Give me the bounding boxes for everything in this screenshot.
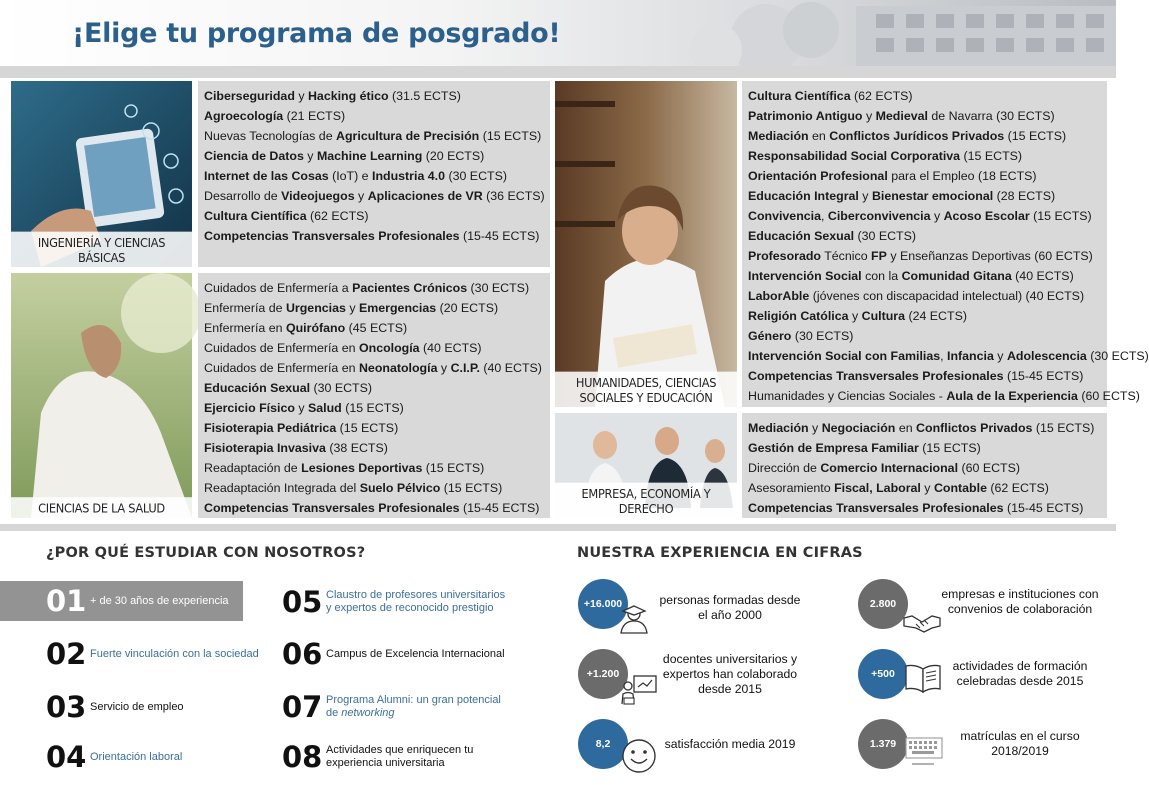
program-keyword: Infancia — [947, 349, 994, 363]
humanities-program-list — [742, 81, 1149, 407]
figure-text-line: desde 2015 — [698, 682, 762, 696]
program-item — [204, 398, 544, 418]
program-item — [748, 306, 1101, 326]
program-keyword: Orientación Profesional — [748, 169, 888, 183]
program-item — [204, 106, 544, 126]
program-keyword: Patrimonio Antiguo — [748, 109, 863, 123]
program-text: y — [808, 421, 822, 435]
program-keyword: Fisioterapia Invasiva — [204, 441, 326, 455]
program-keyword: Oncología — [358, 341, 420, 355]
program-text: (62 ECTS) — [306, 209, 369, 223]
program-text: (15-45 ECTS) — [459, 229, 540, 243]
program-text: y — [862, 109, 876, 123]
program-keyword: Fisioterapia Pediátrica — [204, 421, 337, 435]
figure-value: 2.800 — [858, 579, 908, 629]
reason-item — [282, 634, 505, 674]
program-keyword: Cultura — [861, 309, 905, 323]
reason-text — [326, 694, 501, 720]
program-keyword: Lesiones Deportivas — [301, 461, 423, 475]
why-section-title: ¿POR QUÉ ESTUDIAR CON NOSOTROS? — [46, 545, 366, 561]
caption-line: SOCIALES Y EDUCACIÓN — [579, 390, 713, 406]
program-item — [748, 206, 1101, 226]
program-keyword: Profesorado — [748, 249, 821, 263]
program-text: en — [808, 129, 830, 143]
program-text: (15 ECTS) — [341, 401, 404, 415]
engineering-image — [11, 81, 192, 267]
program-text: (15-45 ECTS) — [1003, 501, 1084, 515]
program-item — [748, 418, 1101, 438]
reason-item — [0, 581, 243, 621]
program-keyword: Medieval — [875, 109, 928, 123]
program-keyword: Educación Sexual — [748, 229, 855, 243]
program-text: Enfermería en — [204, 321, 286, 335]
program-keyword: Educación Sexual — [204, 381, 311, 395]
reason-text — [326, 744, 473, 770]
program-keyword: Agroecología — [204, 109, 284, 123]
program-text: y Enseñanzas Deportivas (60 ECTS) — [886, 249, 1093, 263]
reason-text-emphasis: networking — [341, 707, 395, 719]
program-item — [748, 146, 1101, 166]
program-text: (28 ECTS) — [993, 189, 1056, 203]
program-keyword: Suelo Pélvico — [359, 481, 441, 495]
reason-text: + de 30 años de experiencia — [90, 594, 229, 607]
program-keyword: Intervención Social con Familias — [748, 349, 941, 363]
figure-description — [935, 729, 1105, 759]
program-keyword: Competencias Transversales Profesionales — [204, 501, 460, 515]
program-text: (45 ECTS) — [345, 321, 408, 335]
program-text: y — [354, 189, 368, 203]
program-text: (30 ECTS) — [1086, 349, 1149, 363]
program-text: Nuevas Tecnologías de — [204, 129, 337, 143]
program-keyword: Comunidad Gitana — [901, 269, 1012, 283]
divider — [0, 66, 1116, 78]
program-item — [748, 386, 1140, 406]
program-item — [748, 366, 1101, 386]
health-program-list — [198, 273, 550, 518]
program-item — [748, 266, 1101, 286]
health-image — [11, 273, 192, 518]
program-keyword: Bienestar emocional — [871, 189, 994, 203]
program-item — [204, 438, 544, 458]
figures-section-title: NUESTRA EXPERIENCIA EN CIFRAS — [577, 545, 863, 561]
program-item — [204, 298, 544, 318]
reason-item — [282, 582, 505, 622]
program-keyword: Competencias Transversales Profesionales — [748, 369, 1004, 383]
figure-value: 1.379 — [858, 719, 908, 769]
program-keyword: Acoso Escolar — [943, 209, 1030, 223]
figure-value: +500 — [858, 649, 908, 699]
program-text: (30 ECTS) — [467, 281, 530, 295]
area-caption: INGENIERÍA Y CIENCIAS BÁSICAS — [11, 232, 192, 269]
graduate-icon — [617, 604, 651, 634]
program-text: (15 ECTS) — [960, 149, 1023, 163]
program-keyword: Intervención Social — [748, 269, 862, 283]
program-item — [748, 86, 1101, 106]
program-keyword: Fiscal, Laboral — [834, 481, 921, 495]
program-keyword: Negociación — [821, 421, 896, 435]
program-keyword: LaborAble — [748, 289, 810, 303]
program-text: (15 ECTS) — [1029, 209, 1092, 223]
program-item — [748, 286, 1101, 306]
figure-text-line: celebradas desde 2015 — [956, 674, 1084, 688]
program-text: Cuidados de Enfermería en — [204, 341, 359, 355]
reason-item — [46, 634, 259, 674]
program-text: y — [858, 189, 872, 203]
program-item — [204, 358, 544, 378]
program-item — [748, 498, 1101, 518]
reason-text: Servicio de empleo — [90, 700, 184, 713]
program-keyword: Neonatología — [358, 361, 438, 375]
program-text: (24 ECTS) — [905, 309, 967, 323]
figure-text-line: expertos han colaborado — [662, 667, 798, 681]
program-text: con la — [861, 269, 902, 283]
program-text: de Navarra (30 ECTS) — [927, 109, 1055, 123]
program-text: Enfermería de — [204, 301, 286, 315]
reason-number: 01 — [46, 584, 87, 618]
reason-text-line: Actividades que enriquecen tu — [326, 744, 474, 756]
caption-line: HUMANIDADES, CIENCIAS — [575, 374, 717, 390]
figure-text-line: 2018/2019 — [991, 744, 1049, 758]
program-text: (30 ECTS) — [445, 169, 507, 183]
program-text: , — [821, 209, 828, 223]
reason-text-line: y expertos de reconocido prestigio — [326, 602, 494, 614]
program-text: (IoT) e — [328, 169, 373, 183]
program-item — [204, 146, 544, 166]
program-item — [748, 126, 1101, 146]
program-keyword: Convivencia — [748, 209, 821, 223]
program-keyword: Industria 4.0 — [372, 169, 446, 183]
figure-description — [650, 593, 810, 623]
program-text: Readaptación Integrada del — [204, 481, 360, 495]
area-caption — [555, 372, 737, 409]
program-text: y — [993, 349, 1007, 363]
area-caption: EMPRESA, ECONOMÍA Y DERECHO — [555, 483, 737, 520]
divider — [0, 524, 1116, 531]
business-program-list — [742, 413, 1107, 518]
reason-text — [326, 589, 505, 615]
program-item — [204, 338, 544, 358]
program-text: (62 ECTS) — [986, 481, 1049, 495]
program-text: (40 ECTS) — [419, 341, 482, 355]
program-text: para el Empleo (18 ECTS) — [887, 169, 1037, 183]
program-text: (30 ECTS) — [310, 381, 373, 395]
building-background-image — [596, 0, 1116, 66]
program-keyword: Videojuegos — [281, 189, 355, 203]
program-item — [748, 166, 1101, 186]
program-text: (40 ECTS) — [479, 361, 542, 375]
program-text: Cuidados de Enfermería a — [204, 281, 353, 295]
program-keyword: Ciencia de Datos — [204, 149, 304, 163]
reason-text-line: de — [326, 707, 342, 719]
program-keyword: Contable — [933, 481, 987, 495]
reason-item — [46, 737, 182, 777]
program-text: Desarrollo de — [204, 189, 282, 203]
program-text: (38 ECTS) — [325, 441, 388, 455]
program-text: y — [345, 301, 359, 315]
program-keyword: Competencias Transversales Profesionales — [204, 229, 460, 243]
program-item — [204, 458, 544, 478]
program-keyword: Responsabilidad Social Corporativa — [748, 149, 961, 163]
program-item — [204, 186, 544, 206]
program-text: y — [930, 209, 944, 223]
reason-item — [46, 687, 184, 727]
area-caption: CIENCIAS DE LA SALUD — [11, 497, 192, 519]
program-text: (15 ECTS) — [918, 441, 981, 455]
reason-number: 07 — [282, 690, 323, 724]
program-text: Humanidades y Ciencias Sociales - — [748, 389, 947, 403]
program-text: (15 ECTS) — [479, 129, 542, 143]
program-text: (40 ECTS) — [1011, 269, 1074, 283]
program-keyword: Comercio Internacional — [820, 461, 959, 475]
figure-text-line: convenios de colaboración — [947, 602, 1093, 616]
program-keyword: Ciberconvivencia — [827, 209, 931, 223]
figure-text-line: actividades de formación — [952, 659, 1088, 673]
program-text: (15 ECTS) — [336, 421, 399, 435]
figure-description — [935, 659, 1105, 689]
program-text: (60 ECTS) — [958, 461, 1020, 475]
program-keyword: Urgencias — [285, 301, 346, 315]
program-item — [204, 86, 544, 106]
program-keyword: Internet de las Cosas — [204, 169, 329, 183]
program-text: (15-45 ECTS) — [1003, 369, 1084, 383]
program-text: (36 ECTS) — [482, 189, 545, 203]
program-item — [204, 166, 544, 186]
program-text: Técnico — [820, 249, 872, 263]
program-text: , — [940, 349, 948, 363]
program-item — [748, 186, 1101, 206]
program-keyword: FP — [871, 249, 887, 263]
figure-description — [650, 737, 810, 752]
program-text: Readaptación de — [204, 461, 302, 475]
program-text: (60 ECTS) — [1077, 389, 1140, 403]
reason-text-line: experiencia universitaria — [326, 757, 445, 769]
humanities-image — [555, 81, 737, 407]
program-item — [204, 378, 544, 398]
program-item — [204, 478, 544, 498]
program-text: y — [294, 401, 308, 415]
program-keyword: Conflictos Privados — [916, 421, 1033, 435]
program-text: (20 ECTS) — [422, 149, 485, 163]
program-item — [204, 318, 544, 338]
program-text: (62 ECTS) — [850, 89, 913, 103]
program-text: y — [303, 149, 317, 163]
program-keyword: Cultura Científica — [748, 89, 851, 103]
program-item — [204, 498, 544, 518]
program-text: (15 ECTS) — [1032, 421, 1095, 435]
program-item — [204, 206, 544, 226]
program-keyword: Aplicaciones de VR — [367, 189, 483, 203]
program-text: (20 ECTS) — [436, 301, 499, 315]
reason-item — [282, 737, 473, 777]
reason-text: Campus de Excelencia Internacional — [326, 647, 505, 660]
program-keyword: Emergencias — [358, 301, 437, 315]
program-item — [204, 278, 544, 298]
program-text: (30 ECTS) — [854, 229, 917, 243]
program-keyword: Hacking ético — [307, 89, 389, 103]
page-header — [0, 0, 1116, 66]
program-keyword: Mediación — [748, 421, 809, 435]
program-keyword: Gestión de Empresa Familiar — [748, 441, 919, 455]
reason-text-line: Programa Alumni: un gran potencial — [326, 694, 501, 706]
reason-text: Fuerte vinculación con la sociedad — [90, 647, 259, 660]
program-keyword: Religión Católica — [748, 309, 849, 323]
program-text: Cuidados de Enfermería en — [204, 361, 359, 375]
program-keyword: Competencias Transversales Profesionales — [748, 501, 1004, 515]
reason-text-line: Claustro de profesores universitarios — [326, 589, 506, 601]
program-keyword: Salud — [308, 401, 342, 415]
program-item — [748, 458, 1101, 478]
program-item — [748, 106, 1101, 126]
program-text: (15 ECTS) — [440, 481, 503, 495]
reason-number: 06 — [282, 637, 323, 671]
program-keyword: Mediación — [748, 129, 809, 143]
program-text: (21 ECTS) — [283, 109, 346, 123]
program-text: y — [294, 89, 308, 103]
program-text: (jóvenes con discapacidad intelectual) (40 ECTS) — [809, 289, 1085, 303]
program-item — [748, 246, 1101, 266]
program-item — [748, 478, 1101, 498]
figure-text-line: empresas e instituciones con — [941, 587, 1099, 601]
reason-number: 04 — [46, 740, 87, 774]
figure-value: +1.200 — [578, 649, 628, 699]
program-keyword: Ciberseguridad — [204, 89, 295, 103]
figure-text-line: satisfacción media 2019 — [664, 737, 796, 751]
program-keyword: C.I.P. — [450, 361, 480, 375]
program-text: (31.5 ECTS) — [388, 89, 461, 103]
program-keyword: Agricultura de Precisión — [336, 129, 480, 143]
program-keyword: Quirófano — [285, 321, 346, 335]
program-text: (15 ECTS) — [422, 461, 485, 475]
figure-text-line: el año 2000 — [698, 608, 762, 622]
program-keyword: Ejercicio Físico — [204, 401, 295, 415]
figure-description — [650, 652, 810, 697]
program-item — [204, 126, 544, 146]
program-item — [204, 418, 544, 438]
program-text: y — [848, 309, 862, 323]
program-keyword: Género — [748, 329, 792, 343]
program-keyword: Pacientes Crónicos — [352, 281, 468, 295]
reason-text: Orientación laboral — [90, 750, 183, 763]
reason-number: 08 — [282, 740, 323, 774]
figure-text-line: matrículas en el curso — [960, 729, 1080, 743]
figure-text-line: personas formadas desde — [659, 593, 801, 607]
figure-text-line: docentes universitarios y — [662, 652, 798, 666]
program-text: (30 ECTS) — [791, 329, 854, 343]
reason-number: 03 — [46, 690, 87, 724]
program-item — [748, 226, 1101, 246]
program-keyword: Machine Learning — [316, 149, 423, 163]
business-image — [555, 413, 737, 518]
program-keyword: Cultura Científica — [204, 209, 307, 223]
program-item — [748, 346, 1149, 366]
program-item — [204, 226, 544, 246]
program-keyword: Aula de la Experiencia — [946, 389, 1078, 403]
program-text: Dirección de — [748, 461, 821, 475]
reason-number: 02 — [46, 637, 87, 671]
engineering-program-list — [198, 81, 550, 267]
reason-number: 05 — [282, 585, 323, 619]
program-text: y — [437, 361, 451, 375]
figure-value: 8,2 — [578, 719, 628, 769]
program-keyword: Conflictos Jurídicos Privados — [829, 129, 1005, 143]
program-keyword: Adolescencia — [1006, 349, 1087, 363]
reason-item — [282, 687, 501, 727]
figure-value: +16.000 — [578, 579, 628, 629]
program-item — [748, 326, 1101, 346]
program-text: y — [920, 481, 934, 495]
page-title: ¡Elige tu programa de posgrado! — [72, 18, 561, 49]
program-text: (15 ECTS) — [1004, 129, 1067, 143]
figure-description — [935, 587, 1105, 617]
program-keyword: Educación Integral — [748, 189, 859, 203]
program-text: en — [895, 421, 917, 435]
program-text: Asesoramiento — [748, 481, 835, 495]
program-text: (15-45 ECTS) — [459, 501, 540, 515]
program-item — [748, 438, 1101, 458]
